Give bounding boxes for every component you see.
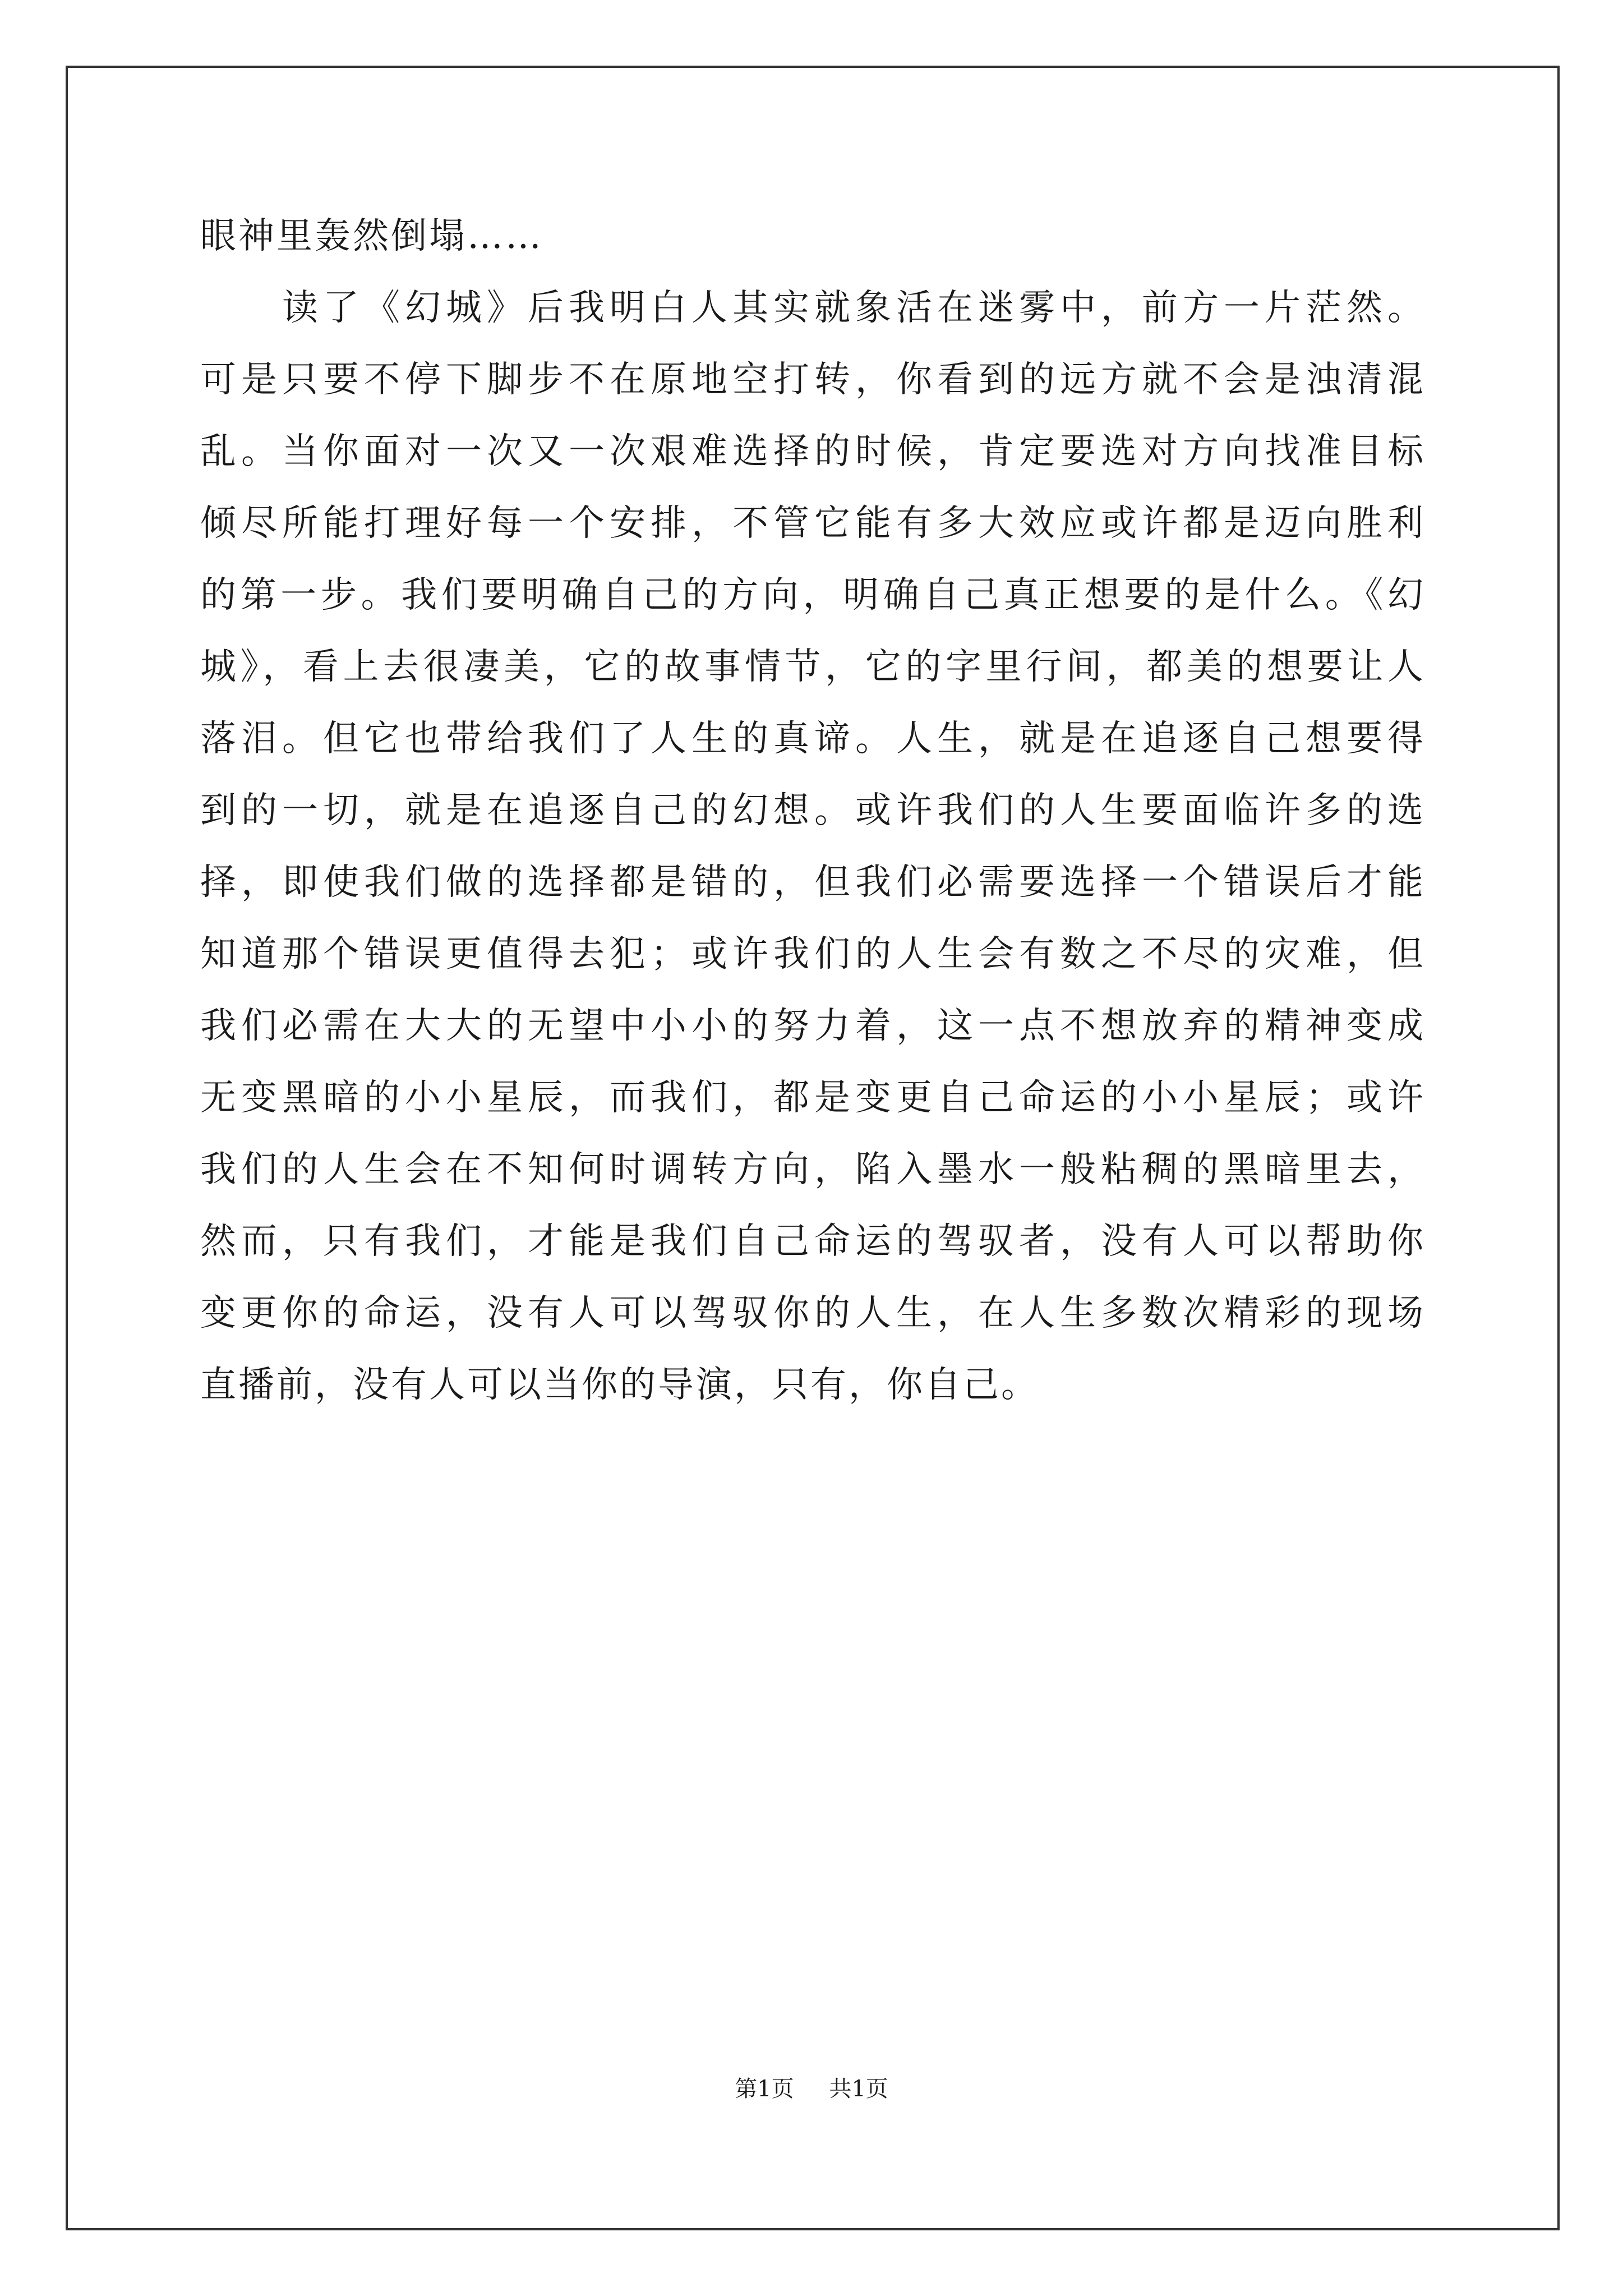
text-line: 倾尽所能打理好每一个安排，不管它能有多大效应或许都是迈向胜利 bbox=[200, 503, 1426, 544]
text-line: 择，即使我们做的选择都是错的，但我们必需要选择一个错误后才能 bbox=[200, 862, 1426, 903]
text-line: 的第一步。我们要明确自己的方向，明确自己真正想要的是什么。《幻 bbox=[200, 574, 1426, 616]
text-line: 城》，看上去很凄美，它的故事情节，它的字里行间，都美的想要让人 bbox=[200, 646, 1426, 688]
text-line: 到的一切，就是在追逐自己的幻想。或许我们的人生要面临许多的选 bbox=[200, 790, 1426, 831]
text-line: 乱。当你面对一次又一次艰难选择的时候，肯定要选对方向找准目标 bbox=[200, 431, 1426, 472]
text-line: 我们的人生会在不知何时调转方向，陷入墨水一般粘稠的黑暗里去， bbox=[200, 1149, 1426, 1190]
page-footer bbox=[0, 2072, 1623, 2106]
text-line: 无变黑暗的小小星辰，而我们，都是变更自己命运的小小星辰；或许 bbox=[200, 1077, 1426, 1119]
text-line: 直播前，没有人可以当你的导演，只有，你自己。 bbox=[200, 1364, 1039, 1406]
text-line: 眼神里轰然倒塌…… bbox=[200, 215, 543, 257]
text-line: 落泪。但它也带给我们了人生的真谛。人生，就是在追逐自己想要得 bbox=[200, 718, 1426, 760]
text-line: 可是只要不停下脚步不在原地空打转，你看到的远方就不会是浊清混 bbox=[200, 359, 1426, 401]
text-line: 变更你的命运，没有人可以驾驭你的人生，在人生多数次精彩的现场 bbox=[200, 1292, 1426, 1334]
document-body bbox=[200, 200, 1426, 1421]
page-total: 共1页 bbox=[829, 2076, 888, 2102]
text-line: 然而，只有我们，才能是我们自己命运的驾驭者，没有人可以帮助你 bbox=[200, 1221, 1426, 1262]
text-line: 知道那个错误更值得去犯；或许我们的人生会有数之不尽的灾难，但 bbox=[200, 933, 1426, 975]
page-number: 第1页 bbox=[735, 2076, 794, 2102]
text-line: 读了《幻城》后我明白人其实就象活在迷雾中，前方一片茫然。 bbox=[200, 287, 1426, 329]
text-line: 我们必需在大大的无望中小小的努力着，这一点不想放弃的精神变成 bbox=[200, 1005, 1426, 1047]
